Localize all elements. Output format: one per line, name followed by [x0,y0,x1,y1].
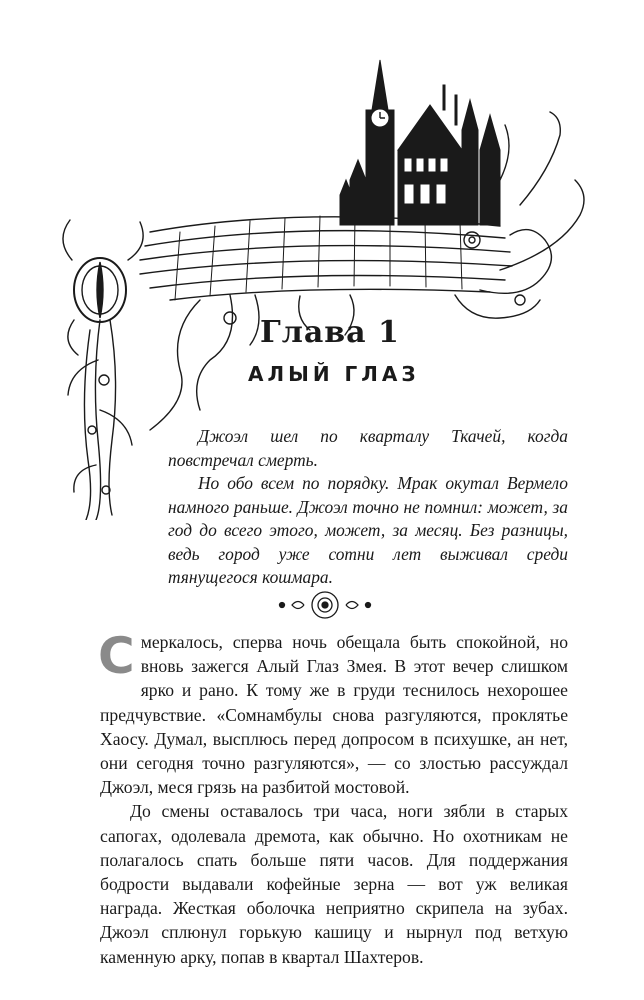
chapter-body [98,627,568,969]
drop-cap: С [98,627,135,685]
ornament-separator [268,585,382,625]
serpent-eye-icon [63,220,143,355]
body-paragraph: До смены оставалось три часа, ноги зябли в старых сапогах, одолевала дремота, как обычно. Но охотникам не полагалось спать больше пяти часов. Для поддержания бодрости выдавали кофейные зерна — вот уж великая награда. Жесткая оболочка неприятно скрипела на зубах. Джоэл сплюнул горькую кашицу и нырнул под ветхую каменную арку, попав в квартал Шахтеров. [100,801,568,967]
chapter-number: Глава 1 [260,315,400,350]
epigraph [168,425,568,590]
left-vine-border [68,320,132,520]
gothic-town-buildings [340,60,500,225]
body-paragraph-text: меркалось, сперва ночь обещала быть спокойной, но вновь зажегся Алый Глаз Змея. В этот вечер слишком ярко и рано. К тому же в груди теснилось нехорошее предчувствие. «Сомнамбулы снова разгуляются, проклятье Хаосу. Думал, высплюсь перед допросом в психушке, ан нет, они сегодня точно разгуляются», — со злостью рассуждал Джоэл, меся грязь на разбитой мостовой. [100,632,568,798]
epigraph-paragraph: Джоэл шел по кварталу Ткачей, когда повстречал смерть. [168,426,568,470]
epigraph-paragraph: Но обо всем по порядку. Мрак окутал Вермело намного раньше. Джоэл точно не помнил: может, за год до всего этого, может, за месяц. Без разницы, ведь город уже сотни лет выживал среди тянущегося кошмара. [168,473,568,587]
chapter-title: АЛЫЙ ГЛАЗ [248,362,420,386]
cobblestone-road [140,216,512,300]
body-paragraph [98,627,568,799]
